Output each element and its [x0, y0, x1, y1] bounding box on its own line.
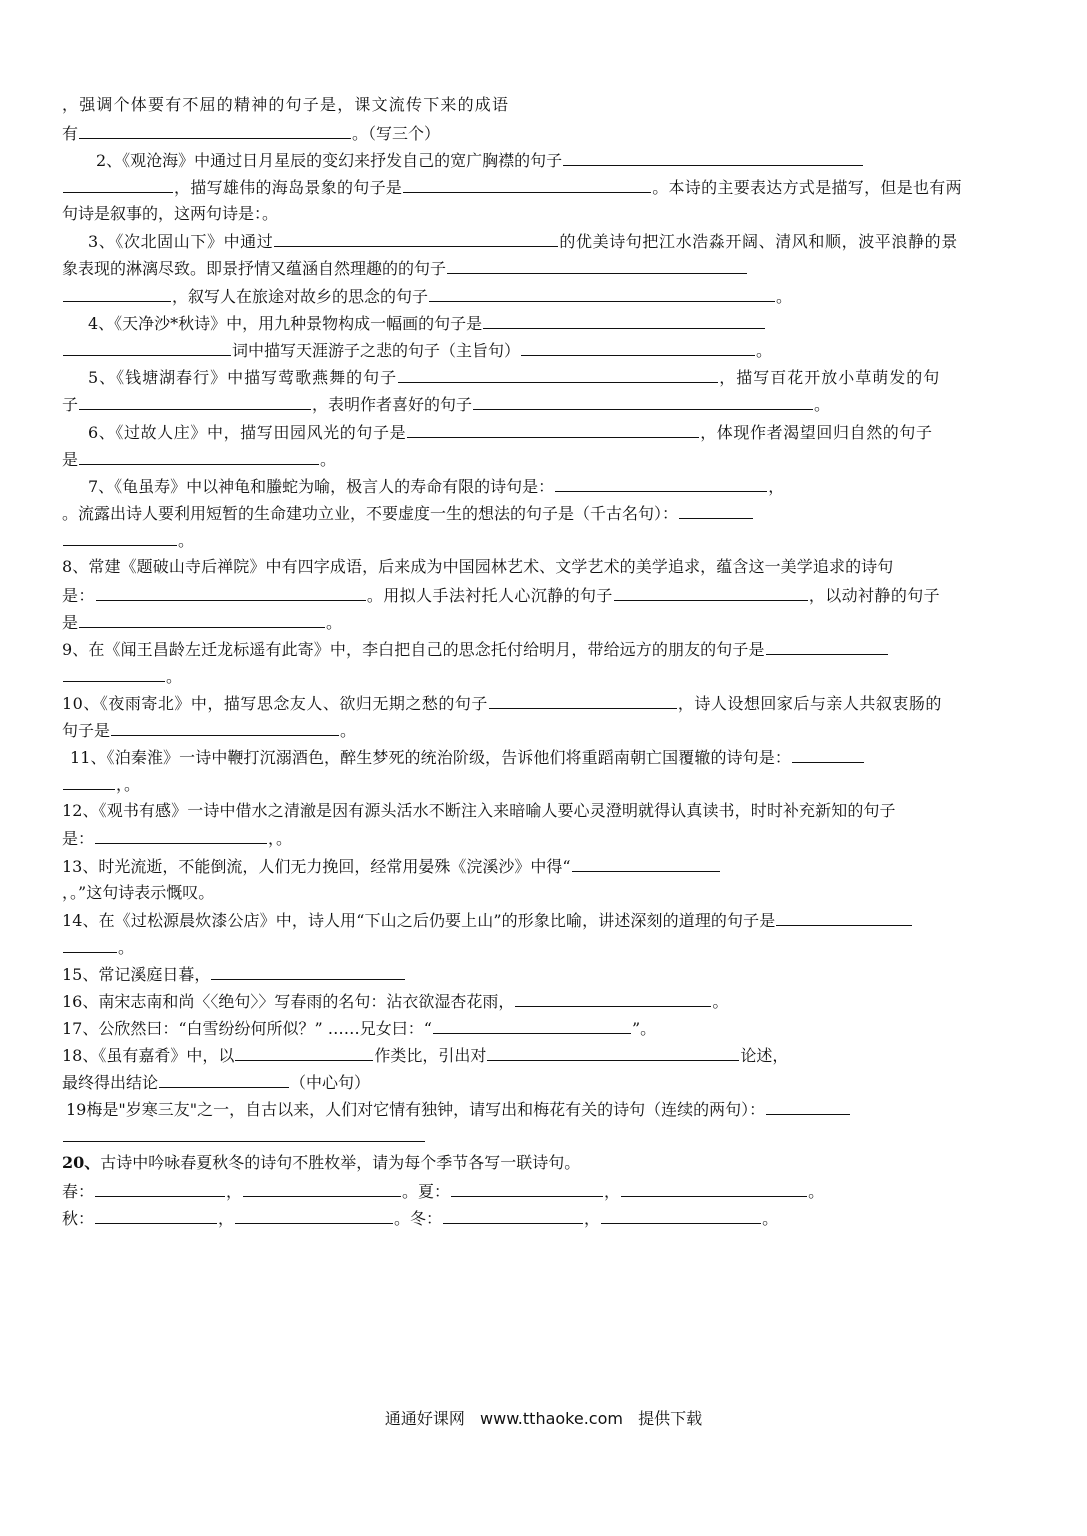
answer-blank[interactable] — [487, 1045, 739, 1061]
line-text: ， — [116, 775, 125, 794]
answer-blank[interactable] — [473, 394, 813, 410]
line-text: 子 — [62, 395, 79, 414]
line-text: ，表明作者喜好的句子 — [312, 395, 473, 414]
answer-blank[interactable] — [766, 639, 888, 655]
answer-blank[interactable] — [601, 1208, 761, 1224]
answer-blank[interactable] — [95, 828, 267, 844]
line-text: ”。 — [632, 1019, 657, 1038]
line-text: 12、《观书有感》一诗中借水之清澈是因有源头活水不断注入来暗喻人要心灵澄明就得认真读书，时时补充新知的句子 — [62, 801, 896, 820]
line-text: 3、《次北固山下》中通过 — [88, 232, 274, 251]
text-line — [62, 1181, 824, 1201]
line-text: ，体现作者渴望回归自然的句子 — [700, 423, 933, 442]
text-line — [62, 340, 772, 360]
line-text: 最终得出结论 — [62, 1073, 159, 1092]
line-text: 13、时光流逝，不能倒流，人们无力挽回，经常用晏殊《浣溪沙》中得“ — [62, 857, 571, 876]
answer-blank[interactable] — [515, 991, 711, 1007]
line-text: 春： — [62, 1182, 95, 1201]
answer-blank[interactable] — [63, 177, 173, 193]
text-line — [62, 856, 721, 876]
answer-blank[interactable] — [79, 449, 319, 465]
answer-blank[interactable] — [63, 286, 171, 302]
text-line — [62, 394, 830, 414]
line-text: （中心句） — [290, 1073, 371, 1092]
line-text: 论述， — [740, 1046, 789, 1065]
text-line — [62, 991, 728, 1011]
footer-note: 提供下载 — [638, 1409, 703, 1428]
line-text: ，课文流传下来的成语 — [337, 95, 510, 114]
line-text: 。用拟人手法衬托人心沉静的句子 — [366, 586, 613, 605]
line-text: ， — [584, 1209, 601, 1228]
line-text: 19梅是"岁寒三友"之一，自古以来，人们对它情有独钟，请写出和梅花有关的诗句（连续的两句）： — [66, 1100, 766, 1119]
line-text: 。冬： — [394, 1209, 443, 1228]
text-line — [62, 1126, 426, 1146]
line-text: 。 — [276, 829, 293, 848]
line-text: 9、在《闻王昌龄左迁龙标遥有此寄》中，李白把自己的思念托付给明月，带给远方的朋友的句子是 — [62, 640, 765, 659]
answer-blank[interactable] — [235, 1045, 373, 1061]
answer-blank[interactable] — [79, 123, 351, 139]
line-text: 14、在《过松源晨炊漆公店》中，诗人用“下山之后仍要上山”的形象比喻，讲述深刻的道理的句子是 — [62, 911, 776, 930]
line-text: 。 — [118, 938, 135, 957]
text-line — [62, 286, 792, 306]
line-text: 秋： — [62, 1209, 95, 1228]
line-text: 句子是 — [62, 721, 111, 740]
answer-blank[interactable] — [521, 340, 755, 356]
text-line — [62, 557, 893, 577]
line-text: 。 — [762, 1209, 779, 1228]
text-line — [62, 1208, 778, 1228]
text-line — [62, 666, 182, 686]
line-text: 。 — [166, 667, 183, 686]
line-text: 。 — [262, 204, 279, 223]
line-text: 。 — [808, 1182, 825, 1201]
answer-blank[interactable] — [63, 1126, 425, 1142]
line-text: 2、《观沧海》中通过日月星辰的变幻来抒发自己的宽广胸襟的句子 — [96, 151, 563, 170]
line-text: 4、《天净沙*秋诗》中，用九种景物构成一幅画的句子是 — [88, 314, 483, 333]
line-text: 作类比，引出对 — [374, 1046, 487, 1065]
text-line — [62, 503, 754, 523]
answer-blank[interactable] — [79, 394, 311, 410]
line-text: 。 — [712, 992, 729, 1011]
line-text: 17、公欣然曰：“白雪纷纷何所似？” ……兄女曰：“ — [62, 1019, 432, 1038]
answer-blank[interactable] — [63, 774, 115, 790]
text-line — [62, 177, 962, 197]
line-text: 16、南宋志南和尚〈〈绝句〉〉写春雨的名句：沾衣欲湿杏花雨， — [62, 992, 515, 1011]
line-text: 5、《钱塘湖春行》中描写莺歌燕舞的句子 — [88, 368, 398, 387]
text-line — [88, 367, 940, 387]
answer-blank[interactable] — [243, 1181, 401, 1197]
line-text: ， — [226, 1182, 243, 1201]
line-text: 的优美诗句把江水浩淼开阔、清风和顺，波平浪静的景 — [559, 232, 958, 251]
answer-blank[interactable] — [572, 856, 720, 872]
line-text: ， — [268, 829, 277, 848]
text-line — [88, 231, 958, 251]
text-line — [62, 801, 896, 821]
answer-blank[interactable] — [451, 1181, 603, 1197]
answer-blank[interactable] — [776, 910, 912, 926]
line-text: 8、常建《题破山寺后禅院》中有四字成语，后来成为中国园林艺术、文学艺术的美学追求，蕴含这一美学追求的诗句 — [62, 557, 894, 576]
line-text: 词中描写天涯游子之悲的句子（主旨句） — [232, 341, 521, 360]
footer-site: 通通好课网 — [384, 1409, 465, 1428]
line-text: 。 — [178, 531, 195, 550]
answer-blank[interactable] — [96, 585, 366, 601]
text-line — [62, 964, 406, 984]
answer-blank[interactable] — [211, 964, 405, 980]
answer-blank[interactable] — [63, 937, 117, 953]
text-line — [66, 1099, 851, 1119]
line-text: 句诗是叙事的，这两句诗是： — [62, 204, 263, 223]
answer-blank[interactable] — [274, 231, 558, 247]
text-line — [62, 204, 278, 224]
line-text: 。”这句诗表示慨叹。 — [70, 883, 215, 902]
answer-blank[interactable] — [679, 503, 753, 519]
footer-url: www.tthaoke.com — [480, 1409, 623, 1428]
line-text: ，描写百花开放小草萌发的句 — [719, 368, 941, 387]
line-text: 。 — [320, 450, 337, 469]
answer-blank[interactable] — [63, 530, 177, 546]
line-text: 。 — [124, 775, 141, 794]
line-text: 。 — [814, 395, 831, 414]
footer — [0, 1409, 1087, 1429]
line-text: ， — [768, 477, 785, 496]
text-line — [62, 1045, 788, 1065]
text-line — [62, 1153, 580, 1173]
text-line — [62, 639, 889, 659]
line-text: ，描写雄伟的海岛景象的句子是 — [174, 178, 403, 197]
line-text: 11、《泊秦淮》一诗中鞭打沉溺酒色，醉生梦死的统治阶级，告诉他们将重蹈南朝亡国覆辙的诗句是： — [70, 748, 791, 767]
text-line — [96, 150, 864, 170]
text-line — [62, 449, 336, 469]
text-line — [88, 476, 784, 496]
answer-blank[interactable] — [433, 1018, 631, 1034]
line-text: 10、《夜雨寄北》中，描写思念友人、欲归无期之愁的句子 — [62, 694, 488, 713]
line-text: 。 — [340, 721, 357, 740]
answer-blank[interactable] — [95, 1208, 217, 1224]
answer-blank[interactable] — [398, 367, 718, 383]
line-text: ，以动衬静的句子 — [808, 586, 941, 605]
answer-blank[interactable] — [766, 1099, 850, 1115]
line-text: 。 — [756, 341, 773, 360]
text-line — [62, 1018, 656, 1038]
answer-blank[interactable] — [63, 666, 165, 682]
answer-blank[interactable] — [79, 612, 325, 628]
line-text: 是 — [62, 613, 79, 632]
answer-blank[interactable] — [235, 1208, 393, 1224]
text-line — [62, 910, 913, 930]
answer-blank[interactable] — [792, 747, 864, 763]
line-text: 。 — [326, 613, 343, 632]
text-line — [62, 1072, 370, 1092]
text-line — [88, 422, 933, 442]
text-line — [62, 530, 194, 550]
answer-blank[interactable] — [614, 585, 808, 601]
answer-blank[interactable] — [111, 720, 339, 736]
text-line — [62, 258, 748, 278]
line-text: 是 — [62, 450, 79, 469]
line-text: 。（写三个） — [352, 124, 441, 143]
text-line — [62, 828, 292, 848]
text-line — [62, 95, 509, 115]
answer-blank[interactable] — [489, 693, 677, 709]
answer-blank[interactable] — [555, 476, 767, 492]
answer-blank[interactable] — [447, 258, 747, 274]
line-text: 是： — [62, 829, 95, 848]
answer-blank[interactable] — [621, 1181, 807, 1197]
answer-blank[interactable] — [483, 313, 765, 329]
line-text: ， — [218, 1209, 235, 1228]
answer-blank[interactable] — [63, 340, 231, 356]
answer-blank[interactable] — [403, 177, 651, 193]
line-text: ，诗人设想回家后与亲人共叙衷肠的 — [677, 694, 942, 713]
text-line — [62, 123, 440, 143]
text-line — [62, 937, 134, 957]
line-text: ，叙写人在旅途对故乡的思念的句子 — [172, 287, 429, 306]
line-text: 是： — [62, 586, 95, 605]
answer-blank[interactable] — [407, 422, 699, 438]
question-title: 20、古诗中吟咏春夏秋冬的诗句不胜枚举，请为每个季节各写一联诗句。 — [62, 1153, 581, 1172]
line-text: ，强调个体要有不屈的精神的句子是 — [62, 95, 338, 114]
line-text: 象表现的淋漓尽致。即景抒情又蕴涵自然理趣的的句子 — [62, 259, 447, 278]
line-text: ， — [604, 1182, 621, 1201]
answer-blank[interactable] — [443, 1208, 583, 1224]
text-line — [62, 883, 214, 903]
answer-blank[interactable] — [95, 1181, 225, 1197]
answer-blank[interactable] — [159, 1072, 289, 1088]
text-line — [70, 747, 865, 767]
text-line — [62, 720, 356, 740]
text-line — [62, 612, 342, 632]
text-line — [62, 774, 140, 794]
text-line — [88, 313, 766, 333]
line-text: 。 — [776, 287, 793, 306]
line-text: 7、《龟虽寿》中以神龟和螣蛇为喻，极言人的寿命有限的诗句是： — [88, 477, 555, 496]
line-text: 。流露出诗人要利用短暂的生命建功立业，不要虚度一生的想法的句子是（千古名句）： — [62, 504, 679, 523]
text-line — [62, 585, 940, 605]
line-text: 6、《过故人庄》中，描写田园风光的句子是 — [88, 423, 407, 442]
line-text: ， — [62, 883, 71, 902]
line-text: 15、常记溪庭日暮， — [62, 965, 211, 984]
line-text: 。本诗的主要表达方式是描写，但是也有两 — [652, 178, 962, 197]
line-text: 。夏： — [402, 1182, 451, 1201]
answer-blank[interactable] — [563, 150, 863, 166]
line-text: 18、《虽有嘉肴》中，以 — [62, 1046, 235, 1065]
text-line — [62, 693, 942, 713]
answer-blank[interactable] — [429, 286, 775, 302]
line-text: 有 — [62, 124, 79, 143]
